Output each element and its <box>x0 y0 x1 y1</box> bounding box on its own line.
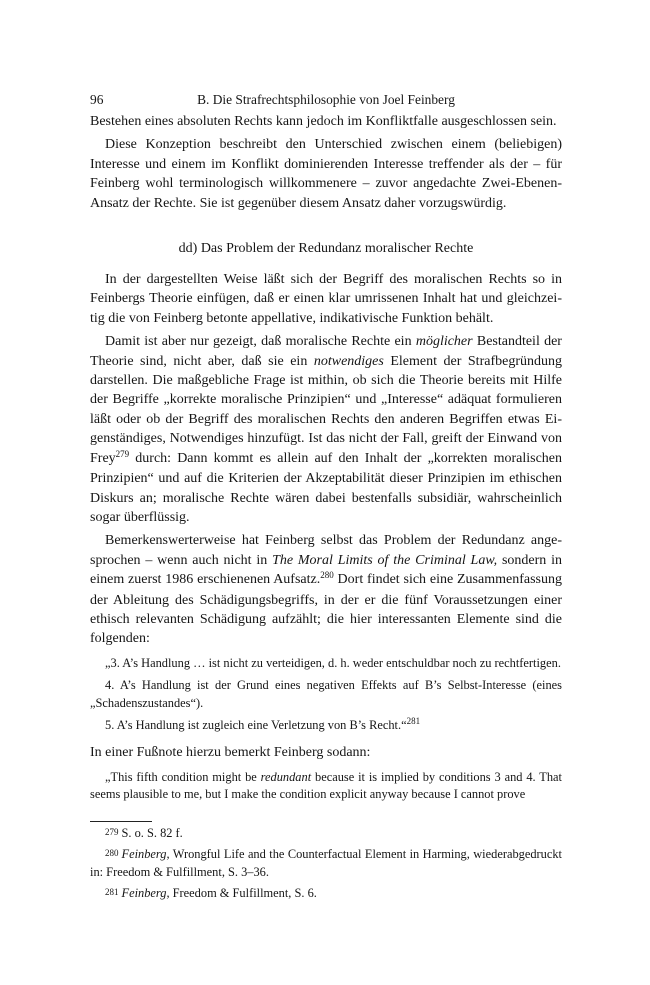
block-quote <box>90 769 562 804</box>
footnote-ref[interactable]: 279 <box>115 448 130 459</box>
paragraph: Damit ist aber nur gezeigt, daß moralische Rechte ein möglicher Bestandteil der Theorie sind, nicht aber, daß sie ein notwendiges Element der Strafbegründung darstellen. Die maßgebliche Frage ist mithin, ob sich die Theorie bereits mit Hilfe der Begriffe „korrekte moralische Prinzipien“ und „Interesse“ adäquat formulieren läßt oder ob der Begriff des moralischen Rechts den anderen Begriffen etwas Eigenständiges, Notwendiges hinzufügt. Ist das nicht der Fall, greift der Einwand von Frey$^{279}$ durch: Dann kommt es allein auf den Inhalt der „korrekten moralischen Prinzipien“ und auf die Kriterien der Akzeptabilität dieser Prinzipien im ethischen Diskurs an; moralische Rechte wären dabei bestenfalls subsidiär, wahrscheinlich sogar überflüssig. <box>90 334 562 525</box>
footnote-author: Feinberg, <box>121 885 170 900</box>
footnote-author: Feinberg, <box>121 847 170 861</box>
footnote-number: 279 <box>105 826 119 837</box>
section-heading: dd) Das Problem der Redundanz moralischer Rechte <box>178 241 474 257</box>
footnote-ref[interactable]: 281 <box>406 715 421 726</box>
footnote: 280 Feinberg, Wrongful Life and the Counterfactual Element in Harming, wiederabgedruckt in: Freedom & Fulfillment, S. 3–36. <box>90 847 562 880</box>
paragraph: In einer Fußnote hierzu bemerkt Feinberg sodann: <box>90 745 371 761</box>
quote-item: 5. A’s Handlung ist zugleich eine Verletzung von B’s Recht.“$^{281}$ <box>105 715 421 732</box>
quote-item: „3. A’s Handlung … ist nicht zu verteidigen, d. h. weder entschuldbar noch zu rechtfertigen. <box>105 655 561 670</box>
paragraph: In der dargestellten Weise läßt sich der Begriff des moralischen Rechts so in Feinbergs Theorie einfügen, daß er einen klar umrissenen Inhalt hat und gleichzeitig die von Feinberg betonte appellative, indikativische Funktion behält. <box>90 272 562 326</box>
quote-text: „This fifth condition might be redundant because it is implied by conditions 3 and 4. That seems plausible to me, but I make the condition explicit anyway because I cannot prove <box>90 769 562 802</box>
paragraph: Bemerkenswerterweise hat Feinberg selbst das Problem der Redundanz angesprochen – wenn auch nicht in The Moral Limits of the Criminal Law, sondern in einem zuerst 1986 erschienenen Aufsatz.$^{280}$ Dort findet sich eine Zusammenfassung der Ableitung des Schädigungsbegriffs, in der er die fünf Voraussetzungen einer ethisch relevanten Schädigung aufzählt; die hier interessanten Elemente sind die folgenden: <box>90 533 562 647</box>
emphasis: redundant <box>260 769 312 784</box>
page-header <box>90 92 562 112</box>
book-title: The Moral Limits of the Criminal Law, <box>272 552 498 568</box>
footnote: 281 Feinberg, Freedom & Fulfillment, S. 6. <box>105 885 317 900</box>
quote-item: 4. A’s Handlung ist der Grund eines negativen Effekts auf B’s Selbst-Interesse (eines „Schadenszustandes“). <box>90 678 562 710</box>
footnote-ref[interactable]: 280 <box>320 570 334 581</box>
footnote-number: 281 <box>105 886 119 897</box>
paragraph-continuation: Bestehen eines absoluten Rechts kann jedoch im Konfliktfalle ausgeschlossen sein. <box>90 114 557 129</box>
emphasis: notwendiges <box>313 353 384 369</box>
emphasis: möglicher <box>415 334 473 350</box>
running-head: B. Die Strafrechtsphilosophie von Joel Feinberg <box>197 92 455 107</box>
footnote-number: 280 <box>105 848 119 858</box>
block-quote <box>90 655 562 736</box>
footnote-divider <box>90 821 152 822</box>
page-number: 96 <box>90 92 104 107</box>
paragraph: Diese Konzeption beschreibt den Unterschied zwischen einem (beliebigen) Interesse und einem im Konflikt dominierenden Interesse treffender als der – für Feinberg wohl terminologisch willkommenere – zuvor angedachte Zwei-Ebenen-Ansatz der Rechte. Sie ist gegenüber diesem Ansatz daher vorzugswürdig. <box>90 137 562 211</box>
page-body <box>90 92 562 903</box>
footnote: 279 S. o. S. 82 f. <box>105 825 183 840</box>
